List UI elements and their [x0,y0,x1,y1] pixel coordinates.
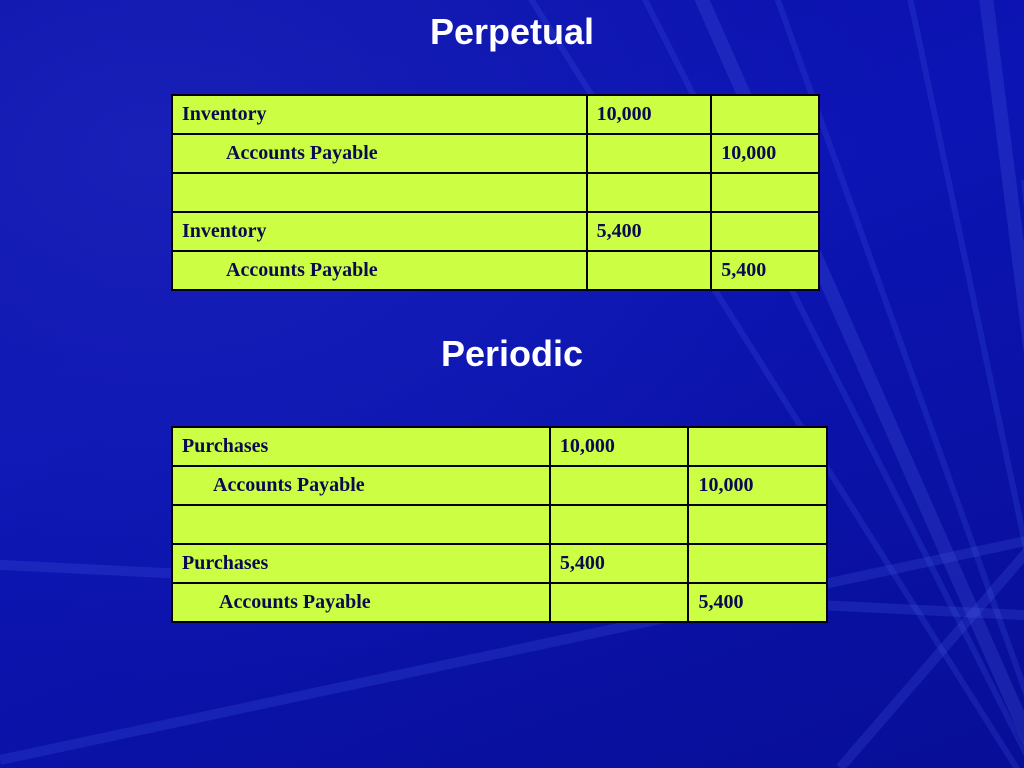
periodic-title: Periodic [440,333,584,374]
periodic-journal-table [171,426,828,623]
account-cell: Accounts Payable [172,134,587,173]
debit-cell [587,251,712,290]
table-row [172,173,819,212]
perpetual-title: Perpetual [429,11,595,52]
account-cell [172,505,550,544]
credit-cell [688,427,827,466]
account-cell: Accounts Payable [172,583,550,622]
table-row [172,583,827,622]
credit-cell: 10,000 [711,134,819,173]
credit-cell: 5,400 [711,251,819,290]
account-cell: Inventory [172,95,587,134]
credit-cell [711,212,819,251]
debit-cell: 10,000 [587,95,712,134]
account-cell: Purchases [172,544,550,583]
account-cell: Inventory [172,212,587,251]
table-row [172,427,827,466]
credit-cell [711,95,819,134]
debit-cell [550,583,689,622]
credit-cell [688,505,827,544]
account-cell: Accounts Payable [172,466,550,505]
table-row [172,95,819,134]
table-row [172,466,827,505]
credit-cell: 5,400 [688,583,827,622]
perpetual-journal-table [171,94,820,291]
table-row [172,505,827,544]
account-cell [172,173,587,212]
table-row [172,544,827,583]
debit-cell: 5,400 [587,212,712,251]
account-cell: Accounts Payable [172,251,587,290]
debit-cell [587,134,712,173]
table-row [172,212,819,251]
debit-cell [587,173,712,212]
debit-cell: 5,400 [550,544,689,583]
table-row [172,251,819,290]
credit-cell [688,544,827,583]
credit-cell [711,173,819,212]
debit-cell [550,466,689,505]
debit-cell: 10,000 [550,427,689,466]
table-row [172,134,819,173]
account-cell: Purchases [172,427,550,466]
debit-cell [550,505,689,544]
credit-cell: 10,000 [688,466,827,505]
